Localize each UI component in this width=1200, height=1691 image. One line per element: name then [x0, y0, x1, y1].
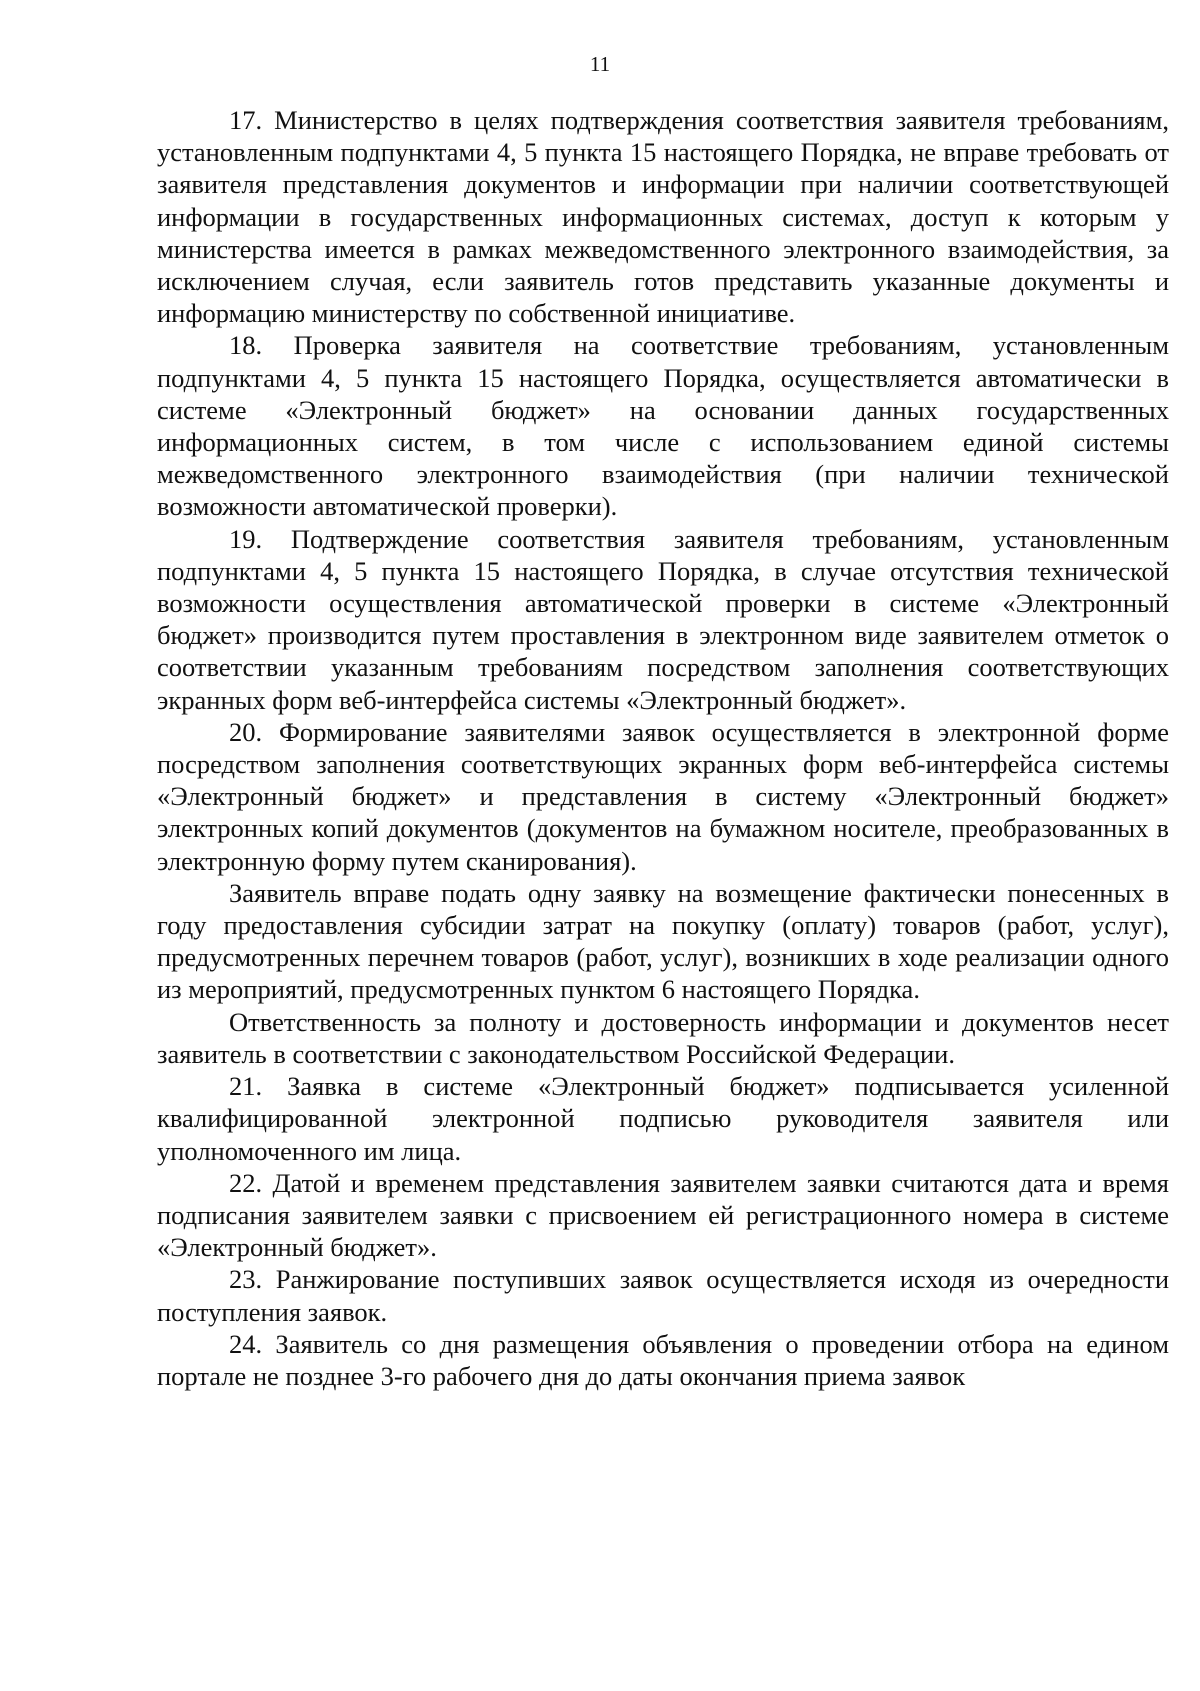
paragraph-18: 18. Проверка заявителя на соответствие требованиям, установленным подпунктами 4, 5 пункта 15 настоящего Порядка, осуществляется автоматически в системе «Электронный бюджет» на основании данных государственных информационных систем, в том числе с использованием единой системы межведомственного электронного взаимодействия (при наличии технической возможности автоматической проверки). — [157, 330, 1169, 522]
paragraph-24: 24. Заявитель со дня размещения объявления о проведении отбора на едином портале не позднее 3-го рабочего дня до даты окончания приема заявок — [157, 1328, 1169, 1391]
paragraph-19: 19. Подтверждение соответствия заявителя требованиям, установленным подпунктами 4, 5 пункта 15 настоящего Порядка, в случае отсутствия технической возможности осуществления автоматической проверки в системе «Электронный бюджет» производится путем проставления в электронном виде заявителем отметок о соответствии указанным требованиям посредством заполнения соответствующих экранных форм веб-интерфейса системы «Электронный бюджет». — [157, 523, 1169, 715]
page-number: 11 — [589, 52, 611, 76]
paragraph-20-application-right: Заявитель вправе подать одну заявку на возмещение фактически понесенных в году предоставления субсидии затрат на покупку (оплату) товаров (работ, услуг), предусмотренных перечнем товаров (работ, услуг), возникших в ходе реализации одного из мероприятий, предусмотренных пунктом 6 настоящего Порядка. — [157, 877, 1169, 1005]
paragraph-20-responsibility: Ответственность за полноту и достоверность информации и документов несет заявитель в соответствии с законодательством Российской Федерации. — [157, 1006, 1169, 1069]
paragraph-21: 21. Заявка в системе «Электронный бюджет» подписывается усиленной квалифицированной электронной подписью руководителя заявителя или уполномоченного им лица. — [157, 1071, 1169, 1166]
paragraph-20: 20. Формирование заявителями заявок осуществляется в электронной форме посредством заполнения соответствующих экранных форм веб-интерфейса системы «Электронный бюджет» и представления в систему «Электронный бюджет» электронных копий документов (документов на бумажном носителе, преобразованных в электронную форму путем сканирования). — [157, 716, 1169, 876]
paragraph-23: 23. Ранжирование поступивших заявок осуществляется исходя из очередности поступления заявок. — [157, 1264, 1169, 1327]
document-body — [157, 104, 1169, 1392]
paragraph-17: 17. Министерство в целях подтверждения соответствия заявителя требованиям, установленным подпунктами 4, 5 пункта 15 настоящего Порядка, не вправе требовать от заявителя представления документов и информации при наличии соответствующей информации в государственных информационных системах, доступ к которым у министерства имеется в рамках межведомственного электронного взаимодействия, за исключением случая, если заявитель готов представить указанные документы и информацию министерству по собственной инициативе. — [157, 105, 1169, 329]
paragraph-22: 22. Датой и временем представления заявителем заявки считаются дата и время подписания заявителем заявки с присвоением ей регистрационного номера в системе «Электронный бюджет». — [157, 1167, 1169, 1263]
